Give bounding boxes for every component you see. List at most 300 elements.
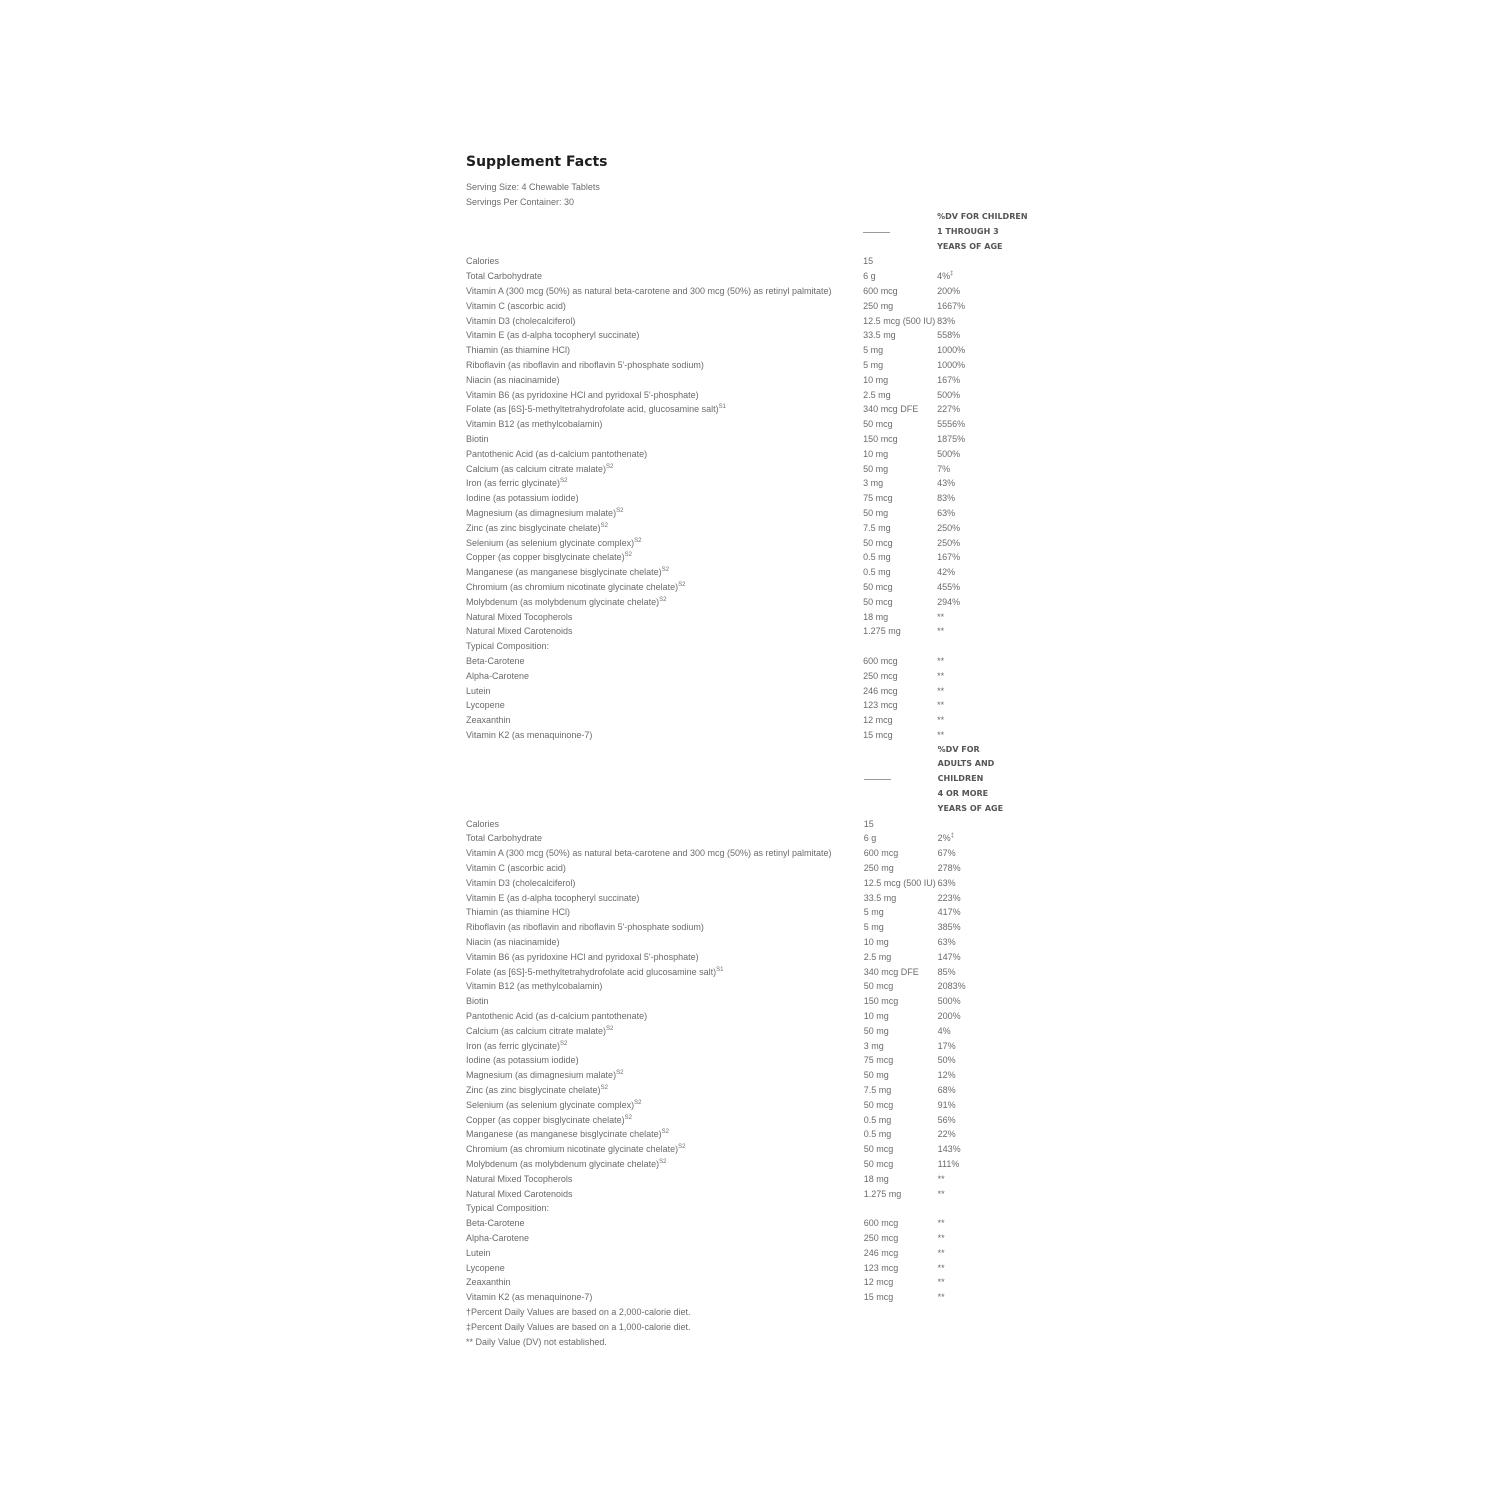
nutrient-name: Copper (as copper bisglycinate chelate) [466, 1114, 625, 1125]
nutrient-cell [466, 610, 863, 625]
nutrient-footnote-mark: S2 [678, 581, 686, 588]
servings-per-container: Servings Per Container: 30 [466, 197, 575, 207]
dv-cell [937, 624, 1046, 639]
nutrient-name: Selenium (as selenium glycinate complex) [466, 537, 635, 548]
nutrient-cell [466, 831, 864, 846]
nutrient-name: Niacin (as niacinamide) [466, 374, 560, 385]
nutrient-cell [466, 935, 864, 950]
dv-value: 1000% [937, 359, 966, 370]
amount-value: 50 mcg [863, 596, 893, 607]
nutrient-name: Chromium (as chromium nicotinate glycinate chelate) [466, 1144, 679, 1155]
amount-value [863, 639, 937, 654]
nutrient-cell [466, 1098, 864, 1113]
nutrient-name: Iodine (as potassium iodide) [466, 493, 579, 504]
table-row [466, 462, 1046, 477]
nutrient-cell [466, 965, 864, 980]
nutrient-name: Pantothenic Acid (as d-calcium pantothenate) [466, 448, 648, 459]
dv-value: 50% [937, 1055, 956, 1066]
dv-value: 4% [937, 271, 951, 282]
amount-value: 150 mcg [863, 996, 899, 1007]
table-row [466, 1113, 1046, 1128]
dv-cell [937, 402, 1046, 417]
header-spacer [466, 210, 863, 254]
amount-value: 50 mg [863, 507, 889, 518]
dv-cell [937, 580, 1046, 595]
dv-value: ** [937, 1277, 945, 1288]
nutrient-name: Vitamin B6 (as pyridoxine HCl and pyridoxal 5'-phosphate) [466, 389, 699, 400]
dv-value: ** [937, 611, 945, 622]
amount-value: 75 mcg [863, 1055, 894, 1066]
nutrient-cell [466, 269, 863, 284]
nutrient-footnote-mark: S1 [718, 404, 726, 411]
page-title: Supplement Facts [466, 154, 608, 170]
nutrient-name: Beta-Carotene [466, 1218, 525, 1229]
nutrient-footnote-mark: S2 [560, 1040, 568, 1047]
nutrient-cell [466, 1261, 864, 1276]
table-row [466, 1127, 1046, 1142]
dv-cell [938, 1231, 1046, 1246]
amount-value: 2.5 mg [863, 951, 892, 962]
dv-cell [938, 920, 1046, 935]
nutrient-name: Beta-Carotene [466, 655, 525, 666]
dv-cell [937, 669, 1046, 684]
table-row [466, 1187, 1046, 1202]
amount-value: 10 mg [863, 937, 889, 948]
nutrient-name: Niacin (as niacinamide) [466, 937, 560, 948]
table-row [466, 1142, 1046, 1157]
amount-value: 50 mcg [863, 581, 893, 592]
nutrient-name: Vitamin K2 (as menaquinone-7) [466, 1292, 593, 1303]
nutrient-cell [466, 994, 864, 1009]
amount-value: 7.5 mg [863, 1085, 892, 1096]
amount-value: 6 g [863, 833, 877, 844]
dv-cell [937, 314, 1046, 329]
table-row [466, 269, 1046, 284]
table-row [466, 698, 1046, 713]
nutrient-name: Lutein [466, 1247, 491, 1258]
nutrient-cell [466, 1246, 864, 1261]
nutrient-name: Manganese (as manganese bisglycinate chelate) [466, 567, 662, 578]
nutrient-cell [466, 1127, 864, 1142]
table-row [466, 343, 1046, 358]
dv-value: 558% [937, 330, 961, 341]
dv-cell [937, 432, 1046, 447]
nutrient-cell [466, 388, 863, 403]
nutrient-name: Iron (as ferric glycinate) [466, 478, 561, 489]
nutrient-cell [466, 1216, 864, 1231]
amount-value: 2.5 mg [863, 389, 891, 400]
dv-value: ** [937, 626, 945, 637]
nutrient-cell [466, 639, 863, 654]
nutrient-cell [466, 1201, 864, 1216]
amount-value: 1.275 mg [863, 626, 901, 637]
amount-header [863, 210, 937, 254]
table-row [466, 876, 1046, 891]
dv-value: ** [937, 715, 945, 726]
nutrient-name: Calories [466, 256, 500, 267]
dv-value: 167% [937, 552, 961, 563]
nutrient-name: Biotin [466, 996, 489, 1007]
nutrient-cell [466, 698, 863, 713]
amount-value: 6 g [863, 271, 876, 282]
dv-value: ** [937, 1247, 945, 1258]
amount-value: 0.5 mg [863, 1114, 892, 1125]
amount-value: 5 mg [863, 907, 884, 918]
amount-value: 50 mcg [863, 1144, 894, 1155]
dv-value: 91% [937, 1099, 956, 1110]
nutrient-cell [466, 491, 863, 506]
nutrient-name: Natural Mixed Tocopherols [466, 611, 573, 622]
dv-value: 111% [937, 1159, 960, 1169]
table-row [466, 1231, 1046, 1246]
nutrient-cell [466, 1053, 864, 1068]
dv-cell [938, 994, 1046, 1009]
dv-cell [938, 935, 1046, 950]
amount-value [864, 1201, 938, 1216]
nutrient-footnote-mark: S2 [616, 1070, 624, 1077]
nutrient-cell [466, 417, 863, 432]
nutrient-cell [466, 343, 863, 358]
table-row [466, 1261, 1046, 1276]
amount-value: 246 mcg [863, 1247, 899, 1258]
dv-value: 4% [937, 1025, 951, 1036]
nutrient-name: Pantothenic Acid (as d-calcium pantothenate) [466, 1011, 648, 1022]
dv-value: 250% [937, 537, 961, 548]
nutrient-cell [466, 654, 863, 669]
dv-cell [938, 1201, 1046, 1216]
table-row [466, 521, 1046, 536]
amount-value: 5 mg [863, 359, 884, 370]
nutrient-name: Total Carbohydrate [466, 833, 543, 844]
nutrient-name: Typical Composition: [466, 641, 550, 652]
dv-header-line: YEARS OF AGE [937, 803, 1004, 813]
nutrient-cell [466, 358, 863, 373]
dv-cell [937, 358, 1046, 373]
dv-header-line: YEARS OF AGE [937, 241, 1003, 251]
dv-value: 42% [937, 567, 956, 578]
nutrient-cell [466, 1290, 864, 1305]
nutrient-name: Typical Composition: [466, 1203, 550, 1214]
dv-value: 455% [937, 581, 961, 592]
nutrient-name: Natural Mixed Carotenoids [466, 626, 573, 637]
amount-value: 600 mcg [863, 1218, 899, 1229]
dv-cell [938, 1053, 1046, 1068]
nutrient-footnote-mark: S2 [600, 522, 608, 529]
table-row [466, 1053, 1046, 1068]
nutrient-cell [466, 817, 864, 832]
table-row [466, 491, 1046, 506]
dv-value: 67% [937, 848, 956, 859]
amount-value: 250 mcg [863, 670, 898, 681]
dv-header-line: %DV FOR [937, 744, 980, 754]
dv-cell [938, 1127, 1046, 1142]
amount-value: 600 mcg [863, 655, 898, 666]
dv-cell [937, 417, 1046, 432]
table-row [466, 713, 1046, 728]
dv-cell [938, 1275, 1046, 1290]
dv-value: ** [937, 1188, 945, 1199]
nutrient-cell [466, 254, 863, 269]
table-row [466, 979, 1046, 994]
dv-cell [938, 831, 1046, 846]
nutrient-footnote-mark: S1 [716, 966, 724, 973]
dv-cell [938, 876, 1046, 891]
dv-cell [937, 462, 1046, 477]
dv-cell [937, 476, 1046, 491]
dv-cell [937, 328, 1046, 343]
amount-value: 246 mcg [863, 685, 898, 696]
nutrient-cell [466, 565, 863, 580]
dv-header-line: ADULTS AND [937, 759, 995, 769]
table-row [466, 1172, 1046, 1187]
nutrient-footnote-mark: S2 [661, 567, 669, 574]
dv-value: 7% [937, 463, 951, 474]
nutrient-name: Total Carbohydrate [466, 271, 543, 282]
dv-value: 227% [937, 404, 961, 415]
table-row [466, 314, 1046, 329]
amount-value: 50 mcg [863, 981, 894, 992]
nutrient-footnote-mark: S2 [659, 596, 667, 603]
nutrient-cell [466, 1009, 864, 1024]
nutrient-cell [466, 713, 863, 728]
table-row [466, 1009, 1046, 1024]
dv-value: 56% [937, 1114, 956, 1125]
dv-cell [937, 269, 1046, 284]
amount-value: 250 mg [863, 863, 894, 874]
nutrient-cell [466, 314, 863, 329]
dv-cell [938, 950, 1046, 965]
nutrient-cell [466, 373, 863, 388]
dv-value: 200% [937, 1011, 961, 1022]
nutrient-footnote-mark: S2 [616, 507, 624, 514]
nutrient-name: Calcium (as calcium citrate malate) [466, 1025, 607, 1036]
table-row [466, 1290, 1046, 1305]
dv-cell [937, 388, 1046, 403]
nutrient-cell [466, 950, 864, 965]
nutrient-cell [466, 684, 863, 699]
amount-value: 123 mcg [863, 700, 898, 711]
amount-value: 12.5 mcg (500 IU) [863, 877, 936, 888]
dv-cell [938, 846, 1046, 861]
dv-header-row [466, 743, 1046, 817]
nutrient-footnote-mark: S2 [634, 1099, 642, 1106]
nutrient-cell [466, 506, 863, 521]
amount-value: 250 mg [863, 300, 894, 311]
dv-cell [938, 1098, 1046, 1113]
nutrient-name: Lutein [466, 685, 491, 696]
footnote: ‡Percent Daily Values are based on a 1,000-calorie diet. [466, 1321, 691, 1332]
nutrient-cell [466, 550, 863, 565]
amount-value: 18 mg [863, 1173, 889, 1184]
dv-cell [938, 1261, 1046, 1276]
nutrient-cell [466, 1187, 864, 1202]
table-row [466, 447, 1046, 462]
nutrient-name: Vitamin A (300 mcg (50%) as natural beta-carotene and 300 mcg (50%) as retinyl palmitate) [466, 848, 832, 859]
amount-value: 7.5 mg [863, 522, 891, 533]
nutrient-cell [466, 299, 863, 314]
dv-cell [938, 1172, 1046, 1187]
nutrient-name: Zinc (as zinc bisglycinate chelate) [466, 1085, 601, 1096]
table-row [466, 624, 1046, 639]
dv-value: ** [937, 729, 945, 740]
nutrient-name: Chromium (as chromium nicotinate glycinate chelate) [466, 581, 679, 592]
dv-cell [938, 1083, 1046, 1098]
dv-cell [938, 965, 1046, 980]
nutrient-name: Thiamin (as thiamine HCl) [466, 345, 571, 356]
nutrient-name: Natural Mixed Carotenoids [466, 1188, 573, 1199]
nutrient-cell [466, 979, 864, 994]
dv-value: ** [937, 1232, 945, 1243]
dv-cell [938, 979, 1046, 994]
dv-cell [937, 713, 1046, 728]
nutrient-footnote-mark: S2 [661, 1129, 669, 1136]
dv-value: 1667% [937, 300, 966, 311]
amount-value: 10 mg [863, 374, 889, 385]
amount-value: 1.275 mg [863, 1188, 902, 1199]
dv-value: ** [937, 1173, 945, 1184]
amount-value: 50 mg [863, 1025, 889, 1036]
nutrient-cell [466, 1039, 864, 1054]
dv-value: 22% [937, 1129, 956, 1140]
dv-value: 250% [937, 522, 961, 533]
dv-cell [937, 565, 1046, 580]
nutrient-name: Vitamin B12 (as methylcobalamin) [466, 981, 603, 992]
dv-value: 63% [937, 877, 956, 888]
dv-footnote-mark: ‡ [950, 271, 954, 278]
dv-value: 500% [937, 448, 961, 459]
table-row [466, 1275, 1046, 1290]
nutrient-cell [466, 624, 863, 639]
nutrient-cell [466, 536, 863, 551]
nutrient-footnote-mark: S2 [634, 537, 642, 544]
table-row [466, 817, 1046, 832]
nutrient-cell [466, 328, 863, 343]
amount-value: 18 mg [863, 611, 889, 622]
amount-value: 15 mcg [863, 1292, 894, 1303]
nutrient-cell [466, 876, 864, 891]
nutrient-name: Zinc (as zinc bisglycinate chelate) [466, 522, 601, 533]
dv-value: ** [937, 1262, 945, 1273]
table-row [466, 950, 1046, 965]
amount-value: 3 mg [863, 478, 884, 489]
nutrient-name: Zeaxanthin [466, 1277, 511, 1288]
nutrient-name: Folate (as [6S]-5-methyltetrahydrofolate acid glucosamine salt) [466, 966, 717, 977]
nutrient-name: Riboflavin (as riboflavin and riboflavin 5'-phosphate sodium) [466, 359, 704, 370]
dv-cell [938, 1113, 1046, 1128]
dv-cell [937, 595, 1046, 610]
dv-value: 294% [937, 596, 961, 607]
dv-cell [937, 550, 1046, 565]
header-spacer [466, 743, 864, 817]
dv-value: ** [937, 700, 945, 711]
table-row [466, 891, 1046, 906]
facts-sections [466, 210, 1046, 1305]
nutrient-name: Calcium (as calcium citrate malate) [466, 463, 607, 474]
table-row [466, 861, 1046, 876]
nutrient-cell [466, 1172, 864, 1187]
table-row [466, 728, 1046, 743]
nutrient-name: Zeaxanthin [466, 715, 511, 726]
nutrient-cell [466, 1024, 864, 1039]
amount-header-rule [864, 779, 891, 780]
table-row [466, 669, 1046, 684]
nutrient-cell [466, 1142, 864, 1157]
nutrient-cell [466, 1231, 864, 1246]
nutrient-name: Vitamin B6 (as pyridoxine HCl and pyridoxal 5'-phosphate) [466, 951, 699, 962]
dv-value: 417% [937, 907, 961, 918]
table-row [466, 417, 1046, 432]
nutrient-name: Natural Mixed Tocopherols [466, 1173, 573, 1184]
dv-value: 1000% [937, 345, 966, 356]
dv-value: 500% [937, 389, 961, 400]
nutrient-footnote-mark: S2 [624, 552, 632, 559]
nutrient-name: Vitamin C (ascorbic acid) [466, 300, 566, 311]
dv-value: 147% [937, 951, 961, 962]
dv-cell [938, 1009, 1046, 1024]
dv-cell [937, 639, 1046, 654]
nutrient-cell [466, 284, 863, 299]
amount-value: 5 mg [863, 922, 884, 933]
dv-value: 63% [937, 937, 956, 948]
nutrient-name: Lycopene [466, 1262, 505, 1273]
amount-value: 12.5 mcg (500 IU) [863, 315, 936, 326]
table-row [466, 1201, 1046, 1216]
table-row [466, 358, 1046, 373]
dv-cell [937, 521, 1046, 536]
nutrient-cell [466, 905, 864, 920]
dv-cell [937, 536, 1046, 551]
dv-header-row [466, 210, 1046, 254]
table-row [466, 254, 1046, 269]
amount-value: 150 mcg [863, 433, 898, 444]
table-row [466, 654, 1046, 669]
table-row [466, 476, 1046, 491]
amount-value: 12 mcg [863, 715, 893, 726]
nutrient-cell [466, 1157, 864, 1172]
facts-table [466, 210, 1046, 743]
table-row [466, 994, 1046, 1009]
table-row [466, 373, 1046, 388]
table-row [466, 1216, 1046, 1231]
dv-cell [938, 817, 1046, 832]
dv-value: 278% [937, 863, 961, 874]
dv-cell [937, 610, 1046, 625]
amount-value: 15 [863, 818, 874, 829]
dv-cell [938, 1187, 1046, 1202]
footnote: †Percent Daily Values are based on a 2,000-calorie diet. [466, 1306, 691, 1317]
dv-cell [937, 254, 1046, 269]
table-row [466, 965, 1046, 980]
table-row [466, 506, 1046, 521]
table-row [466, 1039, 1046, 1054]
table-row [466, 328, 1046, 343]
dv-cell [938, 1157, 1046, 1172]
dv-cell [938, 891, 1046, 906]
nutrient-cell [466, 432, 863, 447]
amount-value: 33.5 mg [863, 892, 897, 903]
nutrient-footnote-mark: S2 [624, 1114, 632, 1121]
amount-value: 75 mcg [863, 493, 893, 504]
dv-cell [938, 1216, 1046, 1231]
amount-value: 50 mcg [863, 1159, 894, 1169]
nutrient-cell [466, 846, 864, 861]
table-row [466, 610, 1046, 625]
dv-value: 500% [937, 996, 961, 1007]
nutrient-name: Folate (as [6S]-5-methyltetrahydrofolate acid, glucosamine salt) [466, 404, 719, 415]
dv-cell [938, 1142, 1046, 1157]
dv-value: 167% [937, 374, 961, 385]
nutrient-cell [466, 462, 863, 477]
